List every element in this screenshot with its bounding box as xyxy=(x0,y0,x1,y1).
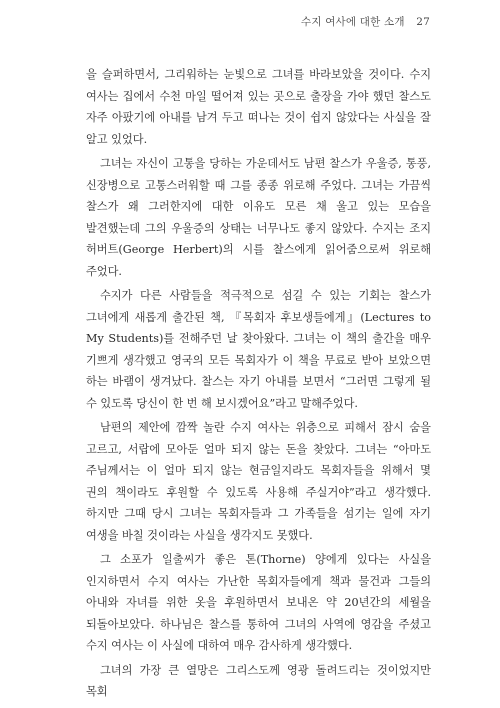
chapter-title: 수지 여사에 대한 소개 xyxy=(300,16,405,28)
paragraph: 그녀는 자신이 고통을 당하는 가운데서도 남편 찰스가 우울증, 통풍, 신장병으로 고통스러워할 때 그를 종종 위로해 주었다. 그녀는 가끔씩 찰스가 왜 그러한지에 대한 이유도 모른 채 울고 있는 모습을 발견했는데 그의 우울증의 상태는 너무나도 좋지 않았다. 수지는 조지 허버트(George Herbert)의 시를 찰스에게 읽어줌으로써 위로해 주었다. xyxy=(86,157,431,278)
running-header xyxy=(301,14,430,29)
paragraph: 그 소포가 일출씨가 좋은 톤(Thorne) 양에게 있다는 사실을 인지하면서 수지 여사는 가난한 목회자들에게 책과 물건과 그들의 아내와 자녀를 위한 옷을 후원하면서 보내온 약 20년간의 세월을 되돌아보았다. 하나님은 찰스를 통하여 그녀의 사역에 영감을 주셨고 수지 여사는 이 사실에 대하여 매우 감사하게 생각했다. xyxy=(86,553,431,652)
paragraph: 을 슬퍼하면서, 그리워하는 눈빛으로 그녀를 바라보았을 것이다. 수지 여사는 집에서 수천 마일 떨어져 있는 곳으로 출장을 가야 했던 찰스도 자주 아팠기에 아내를 남겨 두고 떠나는 것이 쉽지 않았다는 사실을 잘 알고 있었다. xyxy=(86,68,431,146)
paragraph: 남편의 제안에 깜짝 놀란 수지 여사는 위층으로 피해서 잠시 숨을 고르고, 서랍에 모아둔 얼마 되지 않는 돈을 찾았다. 그녀는 “아마도 주님께서는 이 얼마 되지 않는 현금일지라도 목회자들을 위해서 몇 권의 책이라도 후원할 수 있도록 사용해 주실거야”라고 생각했다. 하지만 그때 당시 그녀는 목회자들과 그 가족들을 섬기는 일에 자기 여생을 바칠 것이라는 사실을 생각지도 못했다. xyxy=(86,421,431,542)
paragraph: 그녀의 가장 큰 열망은 그리스도께 영광 돌려드리는 것이었지만 목회 xyxy=(86,663,431,698)
page-number: 27 xyxy=(416,16,430,28)
paragraph: 수지가 다른 사람들을 적극적으로 섬길 수 있는 기회는 찰스가 그녀에게 새롭게 출간된 책, 『목회자 후보생들에게』(Lectures to My Students)를 전해주던 날 찾아왔다. 그녀는 이 책의 출간을 매우 기쁘게 생각했고 영국의 모든 목회자가 이 책을 무료로 받아 보았으면 하는 바램이 생겨났다. 찰스는 자기 아내를 보면서 “그러면 그렇게 될 수 있도록 당신이 한 번 해 보시겠어요”라고 말해주었다. xyxy=(86,289,431,410)
body-text xyxy=(86,64,431,703)
